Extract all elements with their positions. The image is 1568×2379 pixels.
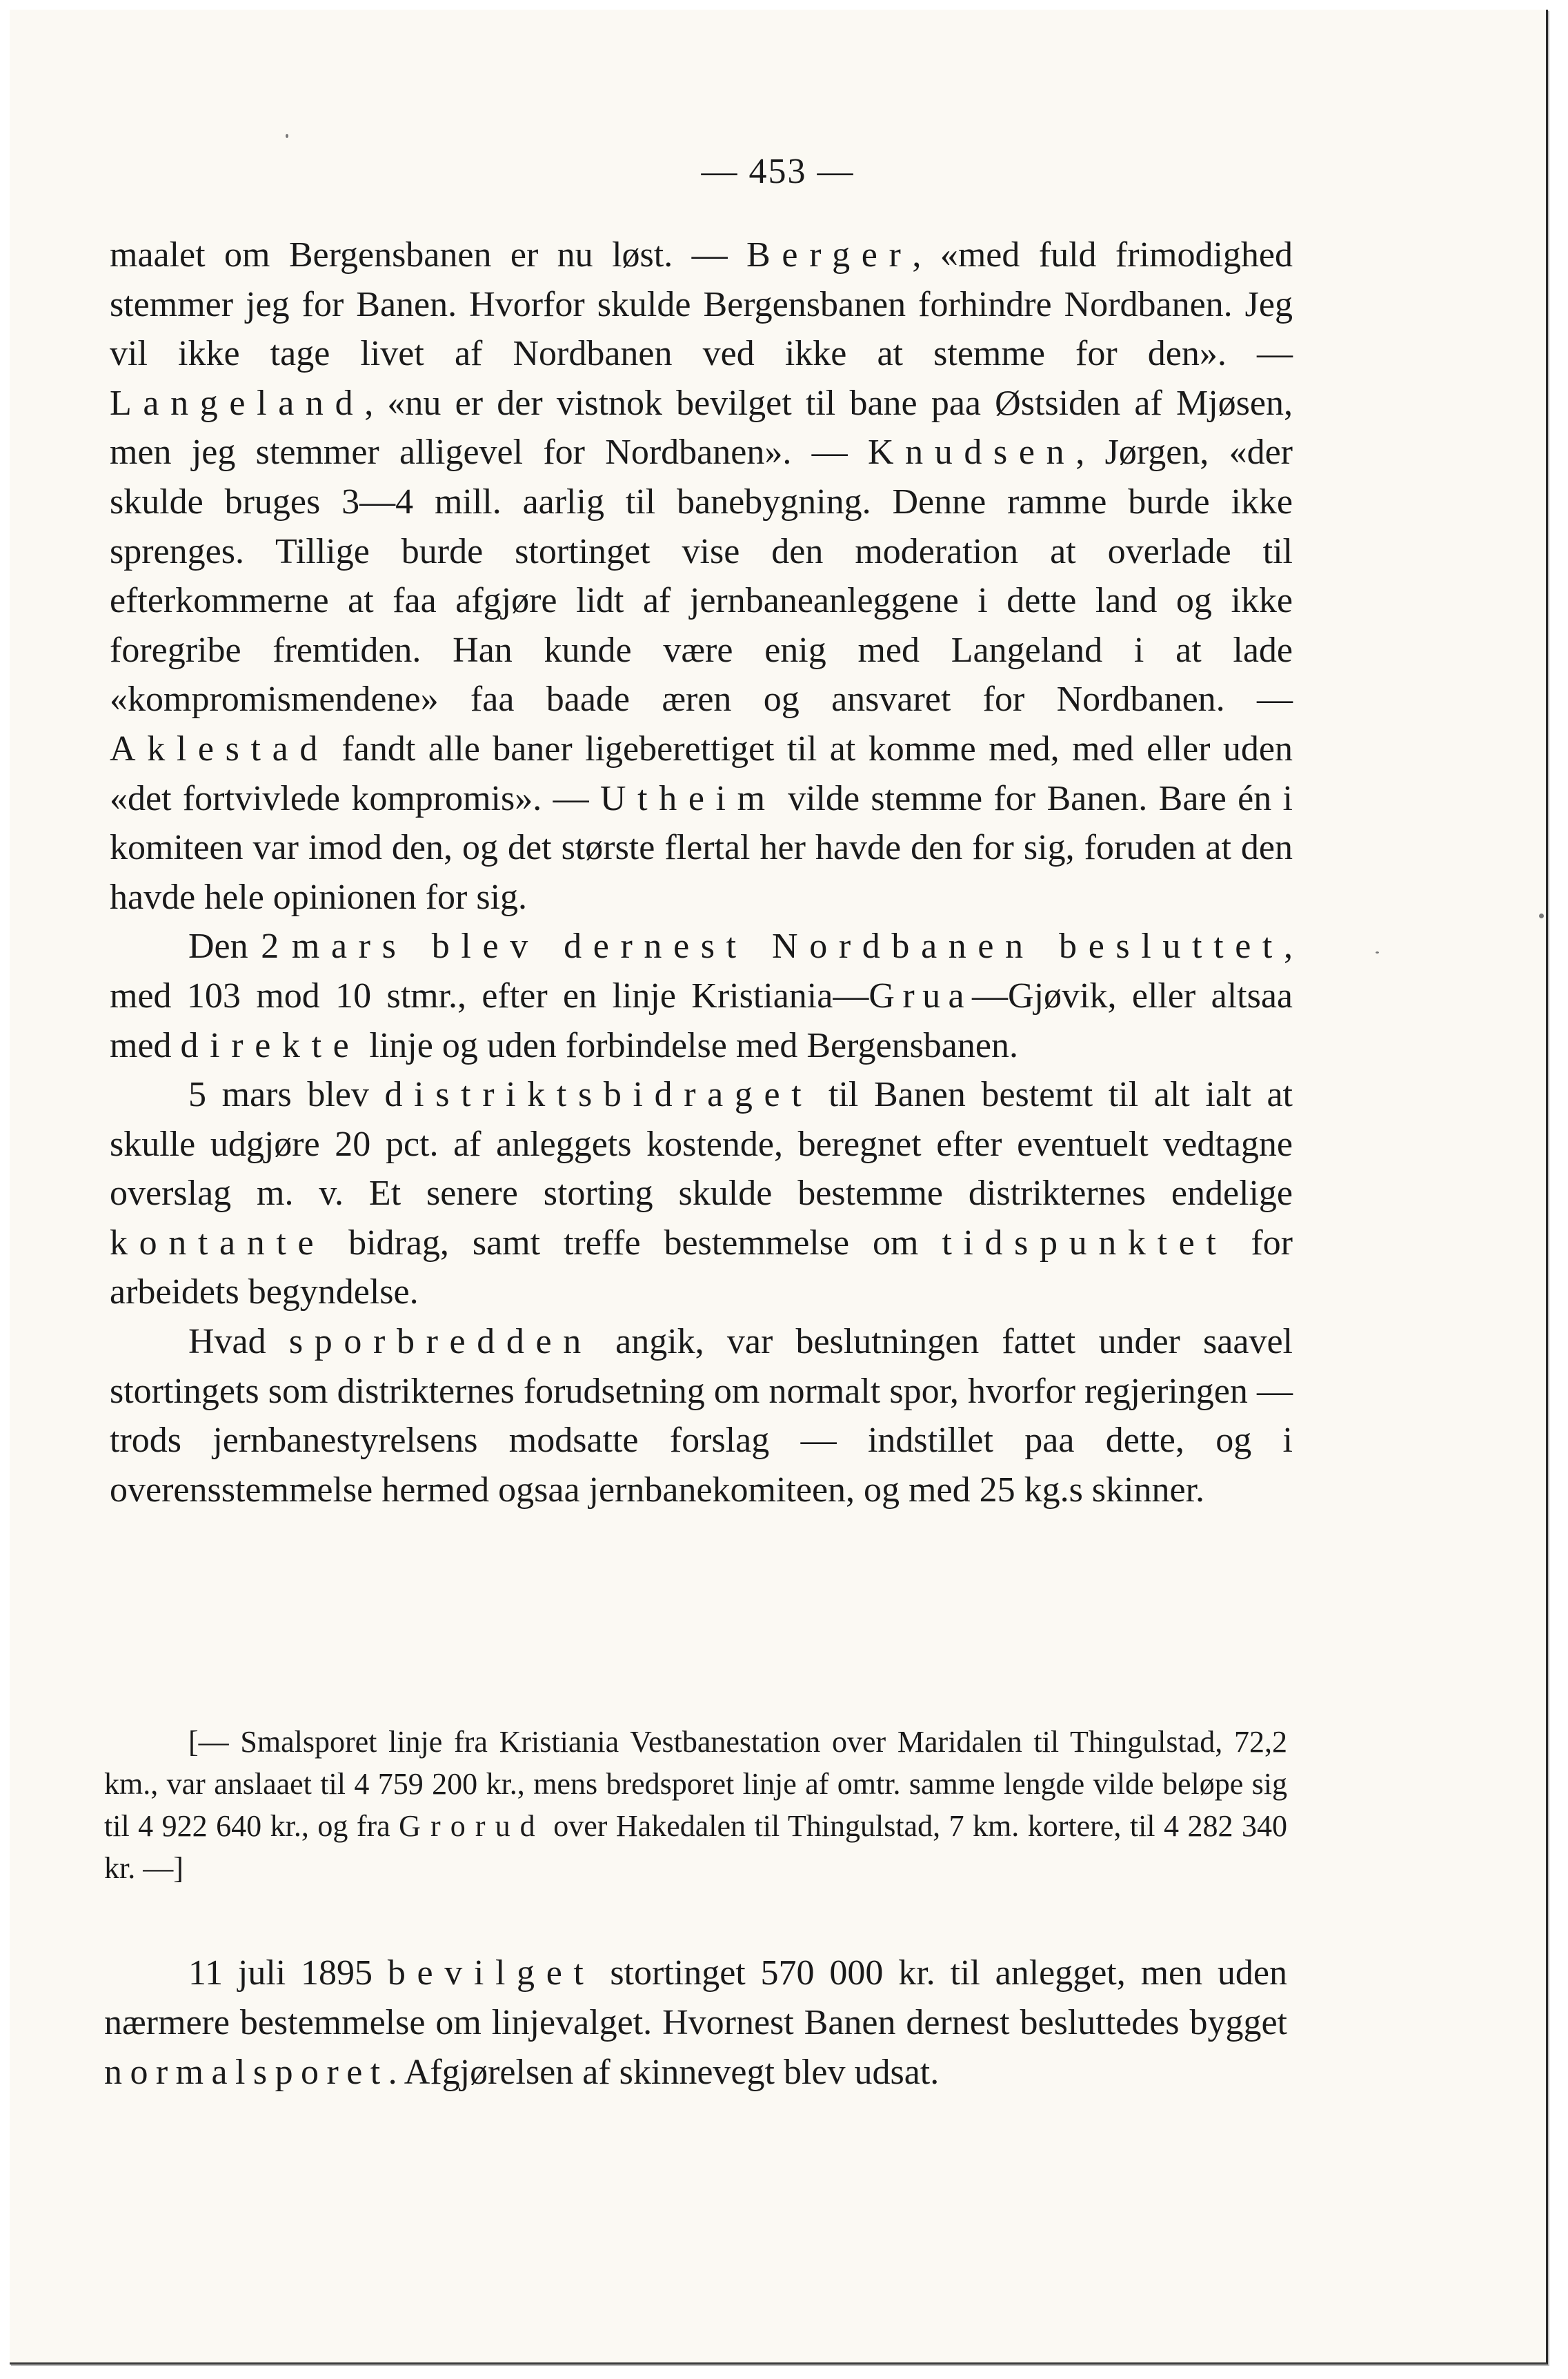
paragraph-nordbanen-decision — [110, 922, 1293, 1070]
text-run: stortinget 570 000 kr. til anlegget, men uden nærmere bestemmelse om linjevalget. Hvornest Banen dernest besluttedes bygget — [104, 1953, 1287, 2042]
page-number: — 453 — — [701, 152, 855, 191]
speaker-name: Utheim — [599, 778, 777, 818]
document-page — [10, 10, 1548, 2365]
text-run: bidrag, samt treffe bestemmelse om — [325, 1223, 942, 1263]
speaker-name: Aklestad — [110, 729, 329, 769]
spaced-text: Grorud — [399, 1809, 545, 1843]
spaced-text: tidspunktet — [942, 1223, 1228, 1263]
speaker-name: Langeland — [110, 383, 365, 423]
spaced-text: sporbredden — [288, 1322, 593, 1362]
paragraph-1895-grant — [104, 1948, 1287, 2097]
spaced-text: kontante — [110, 1223, 326, 1263]
text-run: over Hakedalen til Thingulstad, 7 km. kortere, til 4 282 340 kr. —] — [104, 1809, 1287, 1885]
text-run: 5 mars blev — [188, 1075, 385, 1115]
paper-speck — [1539, 914, 1544, 918]
spaced-text: direkte — [180, 1025, 361, 1065]
text-run: for arbeidets begyndelse. — [110, 1223, 1293, 1312]
text-run: Den 2 — [188, 927, 292, 967]
main-text — [110, 230, 1293, 1514]
text-run: . Afgjørelsen af skinnevegt blev udsat. — [388, 2053, 940, 2092]
text-run: Hvad — [188, 1322, 289, 1362]
text-run: , med 103 mod 10 stmr., efter en linje Kristiania— — [110, 927, 1293, 1016]
spaced-text: normalsporet — [104, 2053, 388, 2092]
spaced-text: Grua — [869, 976, 973, 1016]
speaker-name: Knudsen — [867, 433, 1076, 473]
text-run: linje og uden forbindelse med Bergensbanen. — [360, 1025, 1018, 1065]
text-run: 11 juli 1895 — [188, 1953, 388, 1993]
paper-speck — [286, 134, 288, 138]
text-run: , «nu er der vistnok bevilget til bane paa Østsiden af Mjøsen, men jeg stemmer alligevel for Nordbanen». — — [110, 383, 1293, 473]
paragraph-debate — [110, 230, 1293, 922]
bracketed-note — [104, 1721, 1287, 1889]
text-run: fandt alle baner ligeberettiget til at komme med, med eller uden «det fortvivlede kompromis». — — [110, 729, 1293, 818]
paper-speck — [1376, 951, 1379, 954]
text-run: vilde stemme for Banen. Bare én i komiteen var imod den, og det største flertal her havde den for sig, foruden at den havde hele opinionen for sig. — [110, 778, 1293, 917]
text-run: angik, var beslutningen fattet under saavel stortingets som distrikternes forudsetning om normalt spor, hvorfor regjeringen — trods jernbanestyrelsens modsatte forslag — indstillet paa dette, og i overensstemmelse hermed ogsaa jernbanekomiteen, og med 25 kg.s skinner. — [110, 1322, 1293, 1510]
paragraph-district-contribution — [110, 1070, 1293, 1317]
text-run: , «med fuld frimodighed stemmer jeg for Banen. Hvorfor skulde Bergensbanen forhindre Nordbanen. Jeg vil ikke tage livet af Nordbanen ved ikke at stemme for den». — — [110, 235, 1293, 374]
paragraph-track-gauge — [110, 1317, 1293, 1514]
spaced-text: bevilget — [387, 1953, 595, 1993]
text-run: maalet om Bergensbanen er nu løst. — — [110, 235, 747, 275]
spaced-text: mars blev dernest Nordbanen besluttet — [291, 927, 1284, 967]
text-run: [— Smalsporet linje fra Kristiania Vestbanestation over Maridalen til Thingulstad, 72,2 km., var anslaaet til 4 759 200 kr., mens bredsporet linje af omtr. samme lengde vilde beløpe sig til 4 922 640 kr., og fra — [104, 1725, 1287, 1843]
speaker-name: Berger — [746, 235, 913, 275]
text-run: —Gjøvik, eller altsaa med — [110, 976, 1293, 1065]
text-run: til Banen bestemt til alt ialt at skulle udgjøre 20 pct. af anleggets kostende, beregnet efter eventuelt vedtagne overslag m. v. Et senere storting skulde bestemme distrikternes endelige — [110, 1075, 1293, 1214]
spaced-text: distriktsbidraget — [384, 1075, 813, 1115]
text-run: , Jørgen, «der skulde bruges 3—4 mill. aarlig til banebygning. Denne ramme burde ikke sprenges. Tillige burde stortinget vise den moderation at overlade til efterkommerne at faa afgjøre lidt af jernbaneanleggene i dette land og ikke foregribe fremtiden. Han kunde være enig med Langeland i at lade «kompromismendene» faa baade æren og ansvaret for Nordbanen. — — [110, 433, 1293, 720]
